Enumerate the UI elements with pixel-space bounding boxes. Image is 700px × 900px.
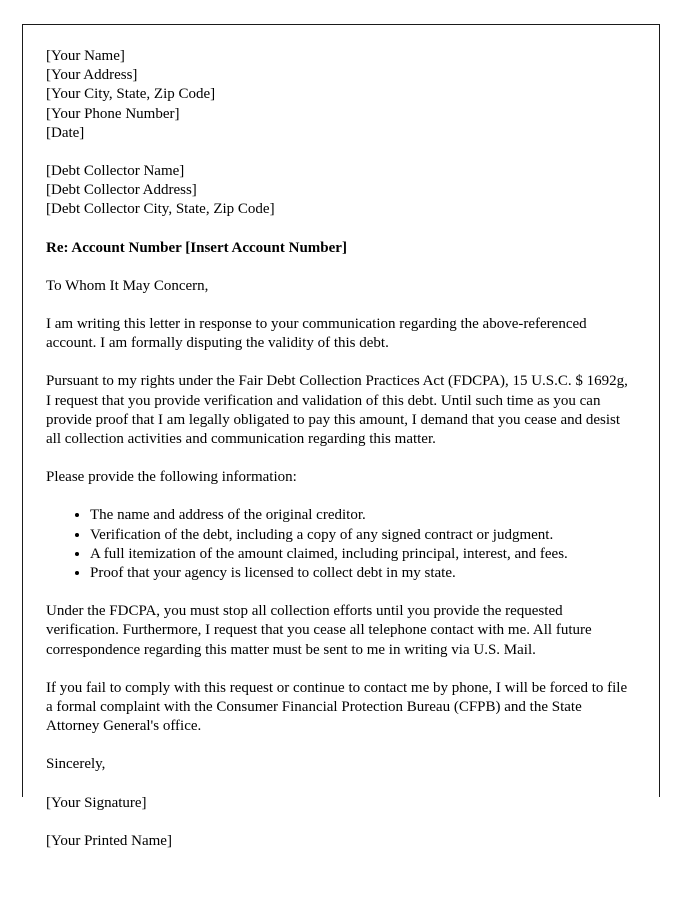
recipient-address-block bbox=[46, 162, 631, 220]
signature-placeholder: [Your Signature] bbox=[46, 794, 147, 811]
paragraph-fdcpa-rights: Pursuant to my rights under the Fair Debt Collection Practices Act (FDCPA), 15 U.S.C. $ 1692g, I request that you provide verification and validation of this debt. Until such time as you can provide proof that I am legally obligated to pay this amount, I demand that you cease and desist all collection activities and communication regarding this matter. bbox=[46, 373, 628, 448]
date-line: [Date] bbox=[46, 124, 85, 141]
sender-address-block bbox=[46, 47, 631, 143]
recipient-street-line: [Debt Collector Address] bbox=[46, 182, 197, 199]
paragraph-complaint-warning: If you fail to comply with this request or continue to contact me by phone, I will be forced to file a formal complaint with the Consumer Financial Protection Bureau (CFPB) and the State Attorney General's office. bbox=[46, 679, 628, 735]
sender-phone-line: [Your Phone Number] bbox=[46, 105, 180, 122]
list-item: • Proof that your agency is licensed to collect debt in my state. bbox=[90, 564, 631, 583]
list-item: • A full itemization of the amount claimed, including principal, interest, and fees. bbox=[90, 545, 631, 564]
printed-name-placeholder: [Your Printed Name] bbox=[46, 832, 172, 849]
list-item: • The name and address of the original creditor. bbox=[90, 506, 631, 525]
paragraph-dispute-statement: I am writing this letter in response to your communication regarding the above-referenced account. I am formally disputing the validity of this debt. bbox=[46, 316, 587, 352]
document-page bbox=[22, 24, 660, 849]
closing: Sincerely, bbox=[46, 756, 106, 773]
letter-body bbox=[46, 47, 631, 851]
list-intro: Please provide the following information: bbox=[46, 469, 297, 486]
requested-information-list bbox=[46, 506, 631, 583]
subject-line: Re: Account Number [Insert Account Number] bbox=[46, 239, 347, 256]
sender-name-line: [Your Name] bbox=[46, 48, 125, 64]
salutation: To Whom It May Concern, bbox=[46, 277, 209, 294]
recipient-city-state-zip-line: [Debt Collector City, State, Zip Code] bbox=[46, 201, 275, 218]
sender-street-line: [Your Address] bbox=[46, 67, 138, 84]
paragraph-cease-contact: Under the FDCPA, you must stop all collection efforts until you provide the requested verification. Furthermore, I request that you cease all telephone contact with me. All future correspondence regarding this matter must be sent to me in writing via U.S. Mail. bbox=[46, 603, 592, 658]
list-item: • Verification of the debt, including a copy of any signed contract or judgment. bbox=[90, 526, 631, 545]
recipient-name-line: [Debt Collector Name] bbox=[46, 163, 185, 180]
sender-city-state-zip-line: [Your City, State, Zip Code] bbox=[46, 86, 216, 103]
